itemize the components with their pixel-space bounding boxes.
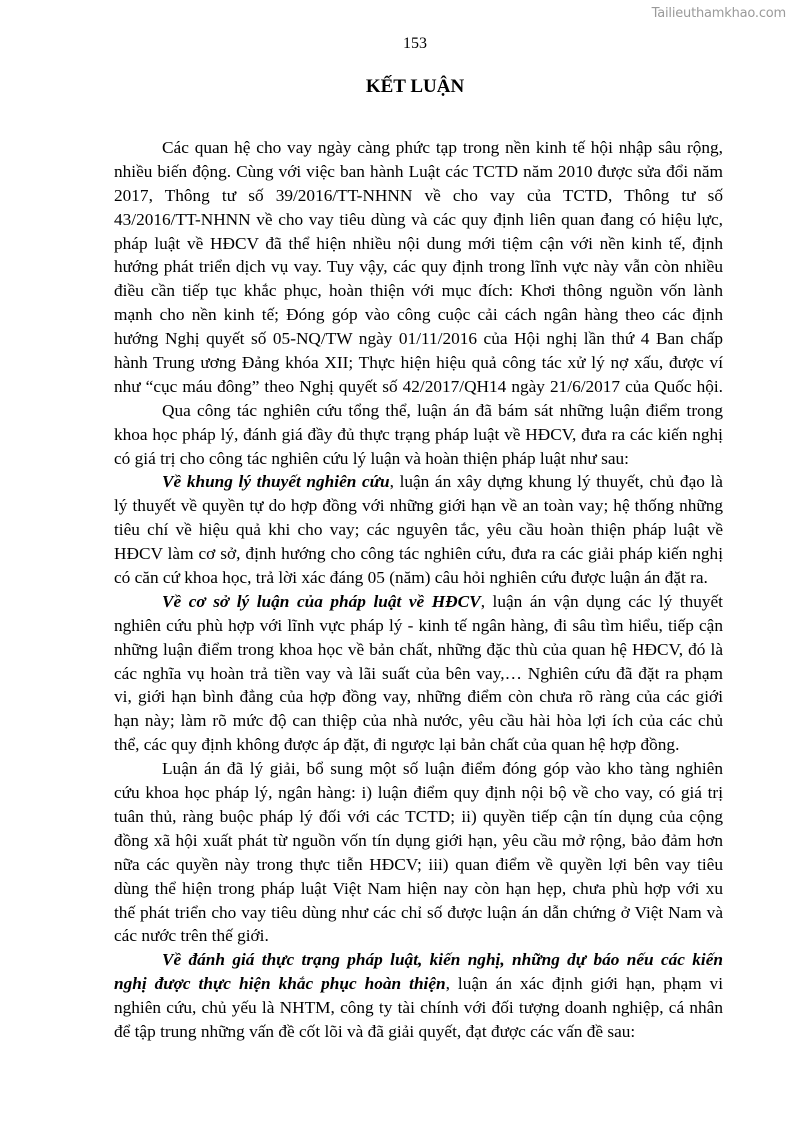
body-text: có giá trị cho công tác nghiên cứu lý luận và hoàn thiện pháp luật như sau: xyxy=(114,448,629,468)
body-text: vi, giới hạn bình đẳng của hợp đồng vay, những điểm còn chưa rõ ràng của các giới xyxy=(114,687,723,707)
body-text: 2017, Thông tư số 39/2016/TT-NHNN về cho vay của TCTD, Thông tư số xyxy=(114,185,723,205)
body-text: cứu khoa học pháp lý, ngân hàng: i) luận điểm quy định nội bộ về cho vay, có giá trị xyxy=(114,783,723,803)
body-text: tiêu chí về hiệu quả khi cho vay; các nguyên tắc, yêu cầu hoàn thiện pháp luật về xyxy=(114,520,723,540)
text-line xyxy=(114,375,723,399)
body-text: thế phát triển cho vay tiêu dùng như các chỉ số được luận án dẫn chứng ở Việt Nam và xyxy=(114,902,723,922)
page-number: 153 xyxy=(403,35,427,52)
text-line xyxy=(114,279,723,303)
body-text: thể, các quy định không được áp đặt, đi ngược lại bản chất của quan hệ hợp đồng. xyxy=(114,735,680,755)
text-line xyxy=(114,351,723,375)
paragraph xyxy=(114,590,723,757)
paragraph xyxy=(114,948,723,1044)
text-line xyxy=(114,829,723,853)
text-line xyxy=(114,399,723,423)
text-line xyxy=(114,781,723,805)
text-line xyxy=(114,232,723,256)
page-title: KẾT LUẬN xyxy=(365,76,465,97)
bold-italic-heading: Về cơ sở lý luận của pháp luật về HĐCV xyxy=(162,591,481,611)
text-line xyxy=(114,566,723,590)
text-line xyxy=(114,494,723,518)
paragraph xyxy=(114,136,723,399)
text-line xyxy=(114,303,723,327)
body-text: nghiên cứu, chủ yếu là NHTM, công ty tài chính với đối tượng doanh nghiệp, cá nhân xyxy=(114,998,723,1018)
body-text: những luận điểm trong khoa học về bản chất, những đặc thù của quan hệ HĐCV, đó là xyxy=(114,639,723,659)
paragraph xyxy=(114,470,723,589)
body-text: nhiều biến động. Cùng với việc ban hành Luật các TCTD năm 2010 được sửa đổi năm xyxy=(114,161,723,181)
text-line xyxy=(114,1020,723,1044)
body-text: , luận án vận dụng các lý thuyết xyxy=(480,591,723,611)
text-line xyxy=(114,733,723,757)
text-line xyxy=(114,136,723,160)
body-text: Qua công tác nghiên cứu tổng thể, luận án đã bám sát những luận điểm trong xyxy=(162,400,723,420)
body-text: Luận án đã lý giải, bổ sung một số luận điểm đóng góp vào kho tàng nghiên xyxy=(162,759,723,779)
body-text: mạnh cho nền kinh tế; Đóng góp vào công cuộc cải cách ngân hàng theo các định xyxy=(114,305,723,325)
text-line xyxy=(114,614,723,638)
body-text: HĐCV làm cơ sở, định hướng cho công tác nghiên cứu, đưa ra các giải pháp kiến nghị xyxy=(114,544,723,564)
body-text: đồng xã hội xuất phát từ nguồn vốn tín dụng giới hạn, yêu cầu mở rộng, bảo đảm hơn xyxy=(114,830,723,850)
body-text: hướng phát triển dịch vụ vay. Tuy vậy, các quy định trong lĩnh vực này vẫn còn nhiều xyxy=(114,257,723,277)
bold-italic-heading: Về khung lý thuyết nghiên cứu xyxy=(162,472,390,492)
text-line xyxy=(114,208,723,232)
paragraph xyxy=(114,399,723,471)
text-line xyxy=(114,638,723,662)
body-text: tuân thủ, ràng buộc pháp lý đối với các TCTD; ii) quyền tiếp cận tín dụng của cộng xyxy=(114,806,723,826)
text-line xyxy=(114,423,723,447)
paragraph xyxy=(114,757,723,948)
body-text: hạn này; làm rõ mức độ can thiệp của nhà nước, yêu cầu hài hòa lợi ích của các chủ xyxy=(114,711,723,731)
text-line xyxy=(114,184,723,208)
watermark: Tailieuthamkhao.com xyxy=(651,6,786,21)
body-text: , luận án xây dựng khung lý thuyết, chủ đạo là xyxy=(389,472,723,492)
text-line xyxy=(114,590,723,614)
text-line xyxy=(114,542,723,566)
bold-italic-heading: Về đánh giá thực trạng pháp luật, kiến nghị, những dự báo nếu các kiến xyxy=(162,950,723,970)
text-line xyxy=(114,805,723,829)
text-line xyxy=(114,518,723,542)
text-line xyxy=(114,160,723,184)
body-text: nữa các quyền này trong thực tiễn HĐCV; iii) quan điểm về quyền lợi bên vay tiêu xyxy=(114,854,723,874)
text-line xyxy=(114,948,723,972)
text-line xyxy=(114,901,723,925)
body-text: có căn cứ khoa học, trả lời xác đáng 05 (năm) câu hỏi nghiên cứu được luận án đặt ra. xyxy=(114,568,708,588)
bold-italic-heading: nghị được thực hiện khắc phục hoàn thiện xyxy=(114,974,446,994)
body-text: để tập trung những vấn đề cốt lõi và đã giải quyết, đạt được các vấn đề sau: xyxy=(114,1021,636,1041)
text-line xyxy=(114,972,723,996)
text-line xyxy=(114,685,723,709)
text-line xyxy=(114,255,723,279)
text-line xyxy=(114,996,723,1020)
body-text: điều cần tiếp tục khắc phục, hoàn thiện với mục đích: Khơi thông nguồn vốn lành xyxy=(114,281,723,301)
text-line xyxy=(114,757,723,781)
body-text: , luận án xác định giới hạn, phạm vi xyxy=(445,974,723,994)
text-line xyxy=(114,447,723,471)
body-text: các nước trên thế giới. xyxy=(114,926,269,946)
body-text: Các quan hệ cho vay ngày càng phức tạp trong nền kinh tế hội nhập sâu rộng, xyxy=(162,138,723,157)
body-text: lý thuyết về quyền tự do hợp đồng với những giới hạn về an toàn vay; hệ thống những xyxy=(114,496,723,516)
body-text: dùng thể hiện trong pháp luật Việt Nam hiện nay còn hạn hẹp, chưa phù hợp với xu xyxy=(114,878,723,898)
document-body xyxy=(114,136,723,1044)
body-text: khoa học pháp lý, đánh giá đầy đủ thực trạng pháp luật về HĐCV, đưa ra các kiến nghị xyxy=(114,424,723,444)
body-text: 43/2016/TT-NHNN về cho vay tiêu dùng và các quy định liên quan đang có hiệu lực, xyxy=(114,209,723,229)
body-text: các nghĩa vụ hoàn trả tiền vay và lãi suất của bên vay,… Nghiên cứu đã đặt ra phạm xyxy=(114,663,723,683)
body-text: hướng Nghị quyết số 05-NQ/TW ngày 01/11/2016 của Hội nghị lần thứ 4 Ban chấp xyxy=(114,329,723,349)
body-text: nghiên cứu phù hợp với lĩnh vực pháp lý - kinh tế ngân hàng, đi sâu tìm hiểu, tiếp cận xyxy=(114,615,723,635)
text-line xyxy=(114,853,723,877)
body-text: hành Trung ương Đảng khóa XII; Thực hiện hiệu quả công tác xử lý nợ xấu, được ví xyxy=(114,353,723,373)
body-text: như “cục máu đông” theo Nghị quyết số 42/2017/QH14 ngày 21/6/2017 của Quốc hội. xyxy=(114,376,723,396)
text-line xyxy=(114,877,723,901)
text-line xyxy=(114,924,723,948)
text-line xyxy=(114,470,723,494)
body-text: pháp luật về HĐCV đã thể hiện nhiều nội dung mới tiệm cận với nền kinh tế, định xyxy=(114,233,723,253)
text-line xyxy=(114,662,723,686)
text-line xyxy=(114,327,723,351)
text-line xyxy=(114,709,723,733)
